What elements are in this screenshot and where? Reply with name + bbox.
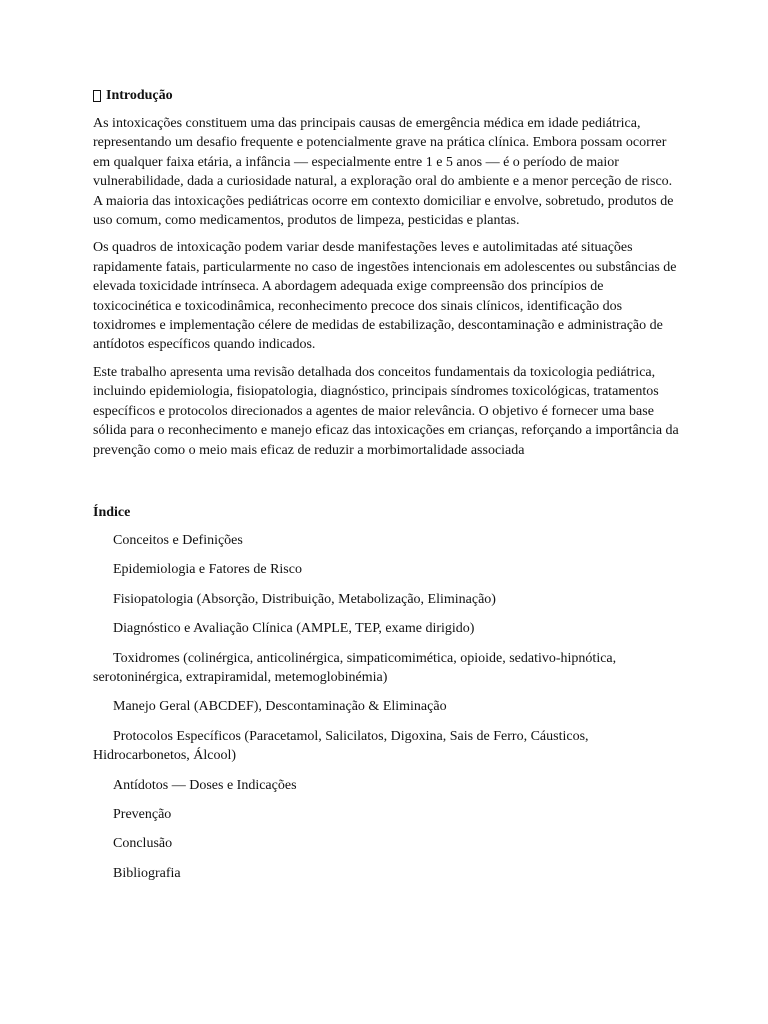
index-item: Conclusão	[113, 836, 173, 852]
index-item: Conceitos e Definições	[113, 532, 243, 548]
intro-paragraph-3: Este trabalho apresenta uma revisão detalhada dos conceitos fundamentais da toxicologia pediátrica, incluindo epidemiologia, fisiopatologia, diagnóstico, principais síndromes toxicológicas, tratamentos específicos e protocolos direcionados a agentes de maior relevância. O objetivo é fornecer uma base sólida para o reconhecimento e manejo eficaz das intoxicações em crianças, reforçando a importância da prevenção como o meio mais eficaz de reduzir a morbimortalidade associada	[93, 364, 679, 458]
index-item: Manejo Geral (ABCDEF), Descontaminação & Eliminação	[113, 699, 447, 715]
index-list	[93, 531, 683, 883]
index-item: Antídotos — Doses e Indicações	[113, 777, 297, 793]
index-item: Epidemiologia e Fatores de Risco	[113, 562, 302, 578]
index-item: Prevenção	[113, 806, 172, 822]
intro-paragraph-2: Os quadros de intoxicação podem variar desde manifestações leves e autolimitadas até situações rapidamente fatais, particularmente no caso de ingestões intencionais em adolescentes ou substâncias de elevada toxicidade intrínseca. A abordagem adequada exige compreensão dos princípios de toxicocinética e toxicodinâmica, reconhecimento precoce dos sinais clínicos, identificação dos toxidromes e implementação célere de medidas de estabilização, descontaminação e administração de antídotos específicos quando indicados.	[93, 240, 677, 353]
intro-heading-text: Introdução	[106, 88, 173, 103]
index-item: Bibliografia	[113, 865, 181, 881]
index-item: Fisiopatologia (Absorção, Distribuição, Metabolização, Eliminação)	[113, 591, 496, 607]
index-item: Toxidromes (colinérgica, anticolinérgica, simpaticomimética, opioide, sedativo-hipnótica, serotoninérgica, extrapiramidal, metemoglobinémia)	[93, 650, 617, 685]
intro-heading	[93, 86, 683, 105]
index-heading: Índice	[93, 504, 131, 520]
index-item: Diagnóstico e Avaliação Clínica (AMPLE, TEP, exame dirigido)	[113, 621, 475, 637]
index-item: Protocolos Específicos (Paracetamol, Salicilatos, Digoxina, Sais de Ferro, Cáusticos, Hidrocarbonetos, Álcool)	[93, 728, 589, 764]
document-page	[93, 86, 683, 893]
intro-paragraph-1: As intoxicações constituem uma das principais causas de emergência médica em idade pediátrica, representando um desafio frequente e potencialmente grave na prática clínica. Embora possam ocorrer em qualquer faixa etária, a infância — especialmente entre 1 e 5 anos — é o período de maior vulnerabilidade, dada a curiosidade natural, a exploração oral do ambiente e a menor perceção de risco. A maioria das intoxicações pediátricas ocorre em contexto domiciliar e envolve, sobretudo, produtos de uso comum, como medicamentos, produtos de limpeza, pesticidas e plantas.	[93, 116, 674, 229]
missing-glyph-icon	[93, 90, 101, 102]
